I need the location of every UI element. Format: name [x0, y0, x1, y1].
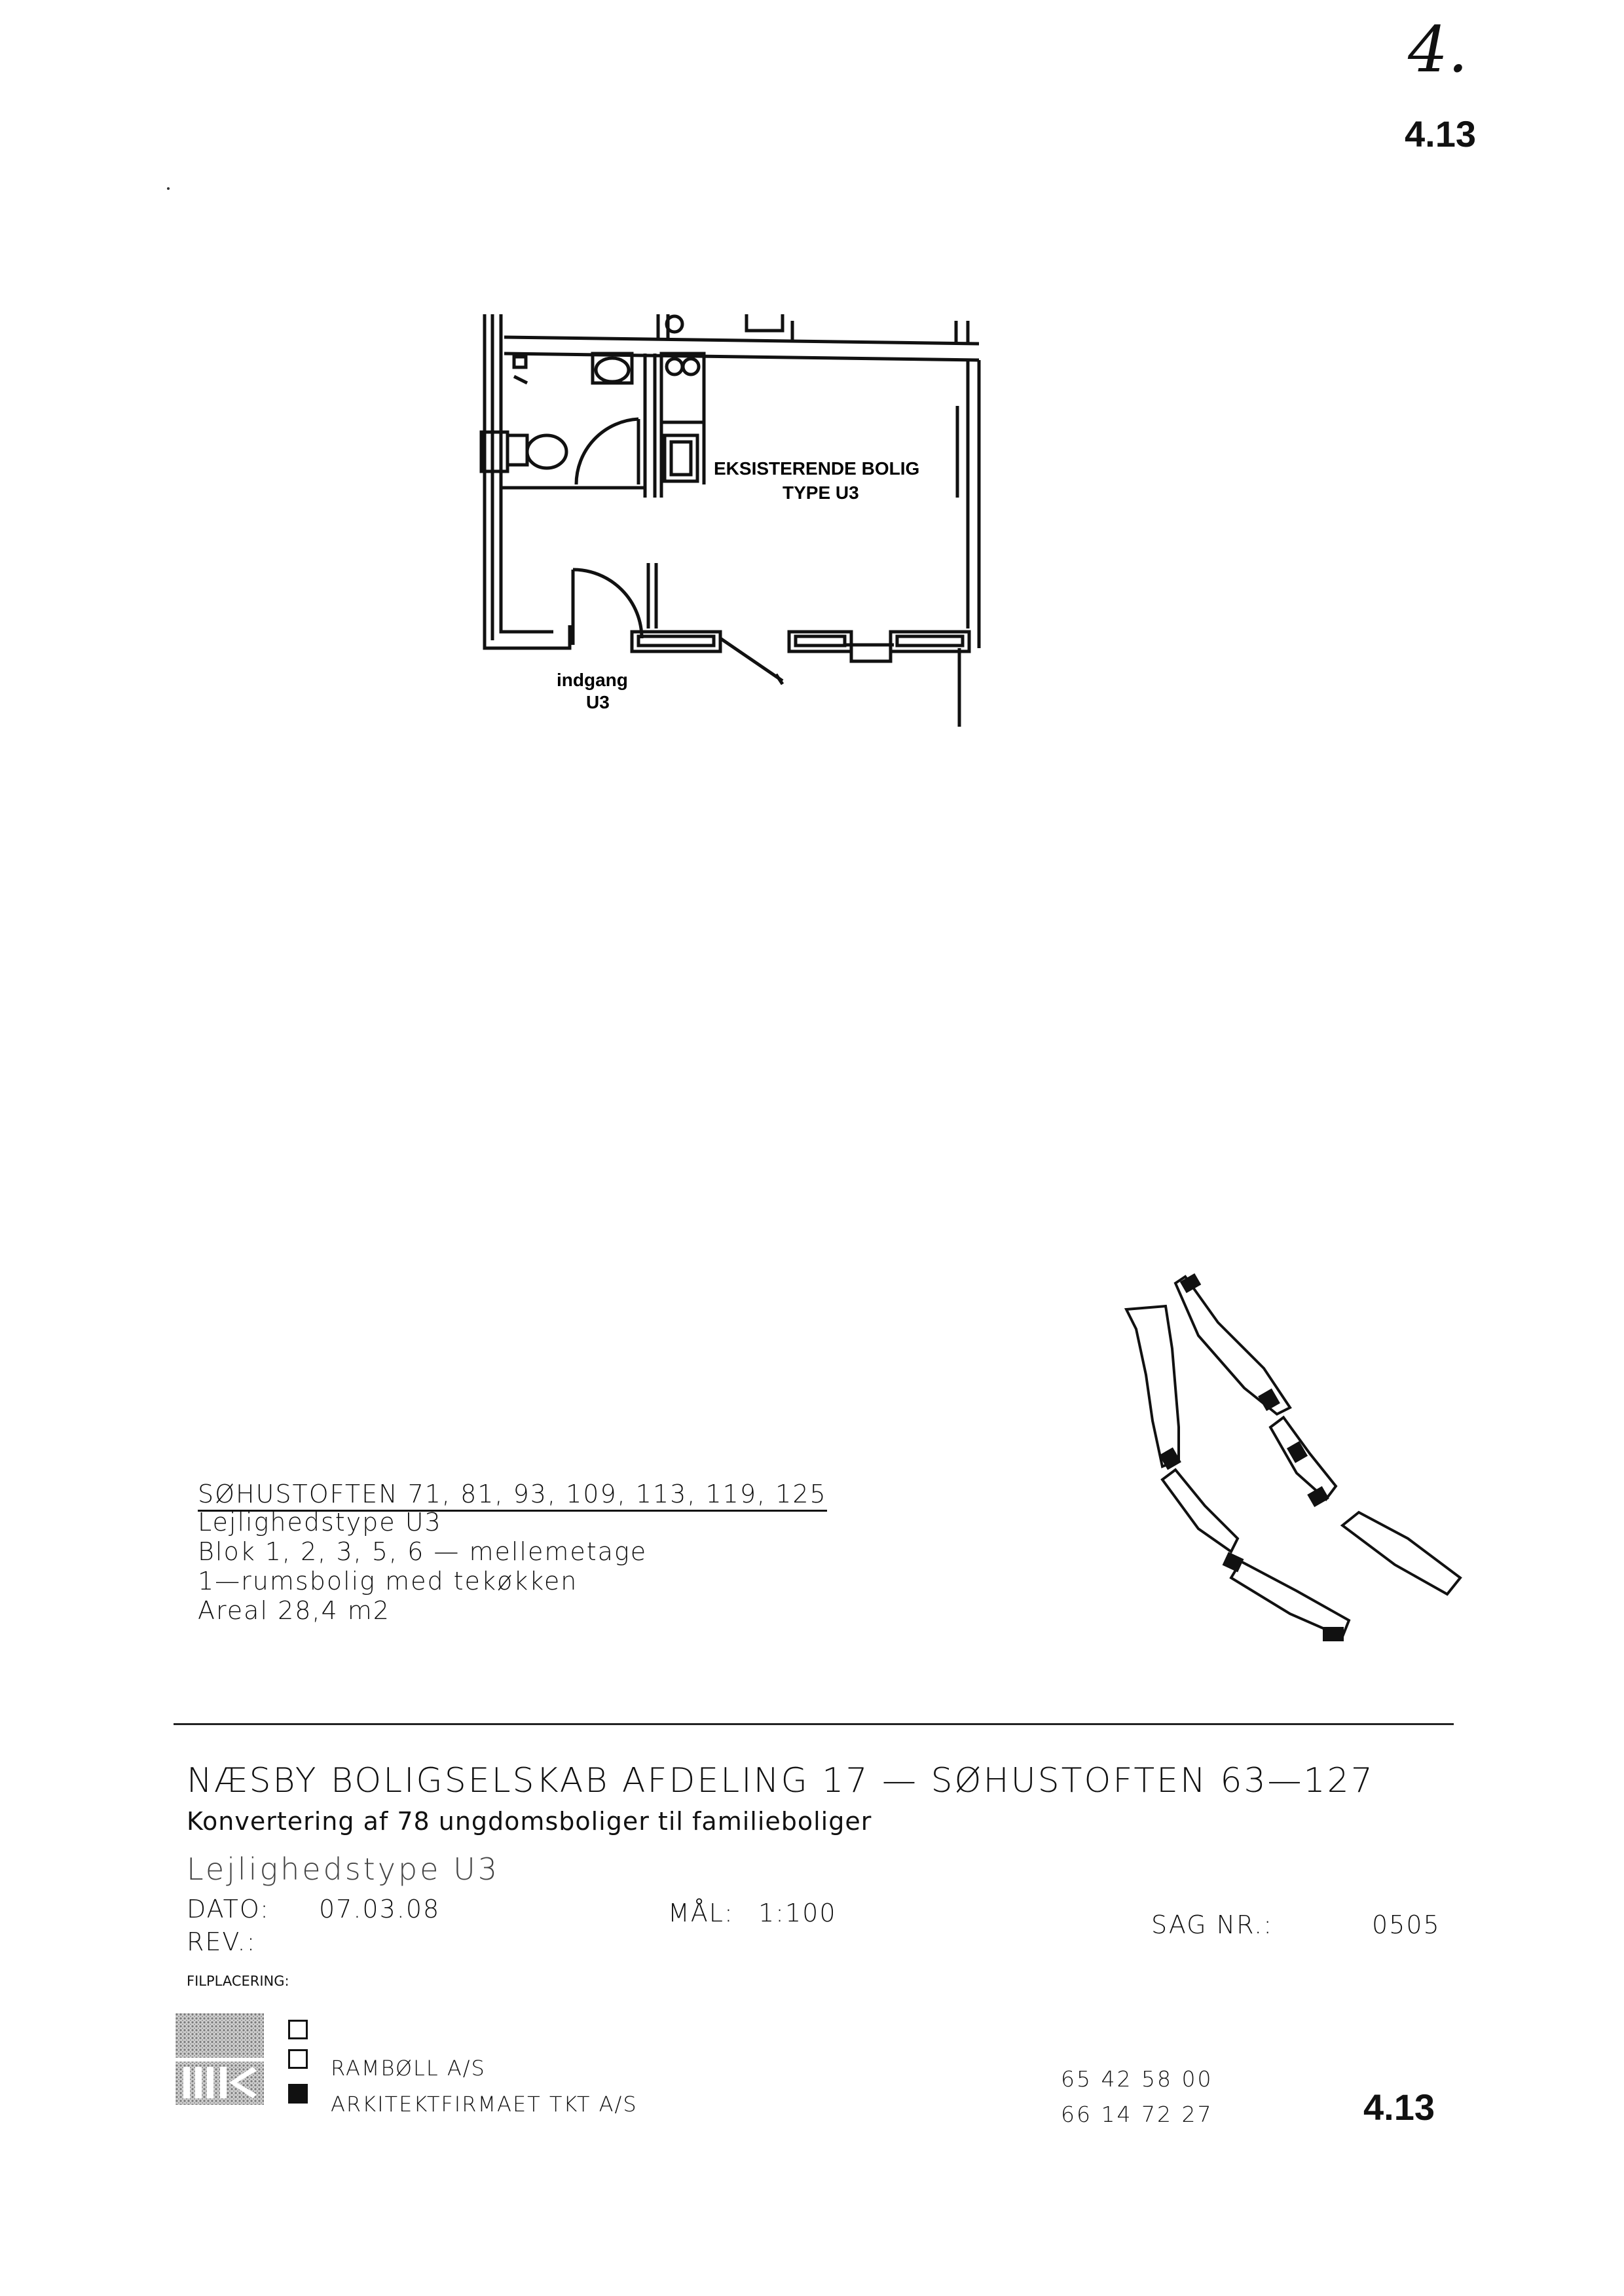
drawing-name: Lejlighedstype U3 [187, 1851, 500, 1887]
project-subtitle: Konvertering af 78 ungdomsboliger til familieboliger [187, 1807, 872, 1836]
titleblock-rule [174, 1723, 1454, 1725]
phone-2: 66 14 72 27 [1061, 2102, 1213, 2127]
project-title: NÆSBY BOLIGSELSKAB AFDELING 17 — SØHUSTOFTEN 63—127 [187, 1761, 1375, 1800]
file-location-label: FILPLACERING: [187, 1973, 289, 1989]
tkt-logo [175, 2013, 267, 2105]
rev-label: REV.: [187, 1927, 257, 1956]
page-number-bottom: 4.13 [1363, 2086, 1435, 2128]
firm-name-tkt: ARKITEKTFIRMAET TKT A/S [331, 2092, 638, 2117]
scale-value: 1:100 [758, 1899, 837, 1927]
page-number-top: 4.13 [1405, 113, 1476, 155]
site-plan [1100, 1257, 1480, 1676]
site-marker-2 [1258, 1389, 1280, 1412]
phone-1: 65 42 58 00 [1061, 2066, 1213, 2092]
firm-checkbox-2 [288, 2049, 308, 2069]
address-line: SØHUSTOFTEN 71, 81, 93, 109, 113, 119, 125 [198, 1480, 827, 1512]
site-marker-5 [1307, 1486, 1329, 1507]
blocks-line: Blok 1, 2, 3, 5, 6 — mellemetage [198, 1537, 648, 1566]
site-marker-7 [1323, 1627, 1344, 1641]
handwritten-page-number: 4. [1408, 13, 1468, 86]
firm-checkbox-1 [288, 2020, 308, 2039]
firm-name-rambøll: RAMBØLL A/S [331, 2056, 486, 2081]
case-label: SAG NR.: [1151, 1910, 1274, 1939]
unit-type: Lejlighedstype U3 [198, 1508, 442, 1537]
case-value: 0505 [1372, 1910, 1441, 1939]
label-entrance-line2: U3 [586, 692, 610, 712]
floor-plan [0, 0, 1624, 753]
area-line: Areal 28,4 m2 [198, 1596, 390, 1625]
scale-label: MÅL: [668, 1899, 734, 1927]
site-marker-6 [1223, 1552, 1244, 1573]
date-label: DATO: [187, 1895, 270, 1923]
site-marker-1 [1180, 1273, 1202, 1293]
description-line: 1—rumsbolig med tekøkken [198, 1567, 578, 1595]
date-value: 07.03.08 [319, 1895, 441, 1923]
firm-checkbox-3 [288, 2084, 308, 2104]
label-entrance-line1: indgang [557, 670, 628, 690]
label-existing-line1: EKSISTERENDE BOLIG [714, 458, 920, 479]
label-existing-line2: TYPE U3 [783, 483, 859, 503]
